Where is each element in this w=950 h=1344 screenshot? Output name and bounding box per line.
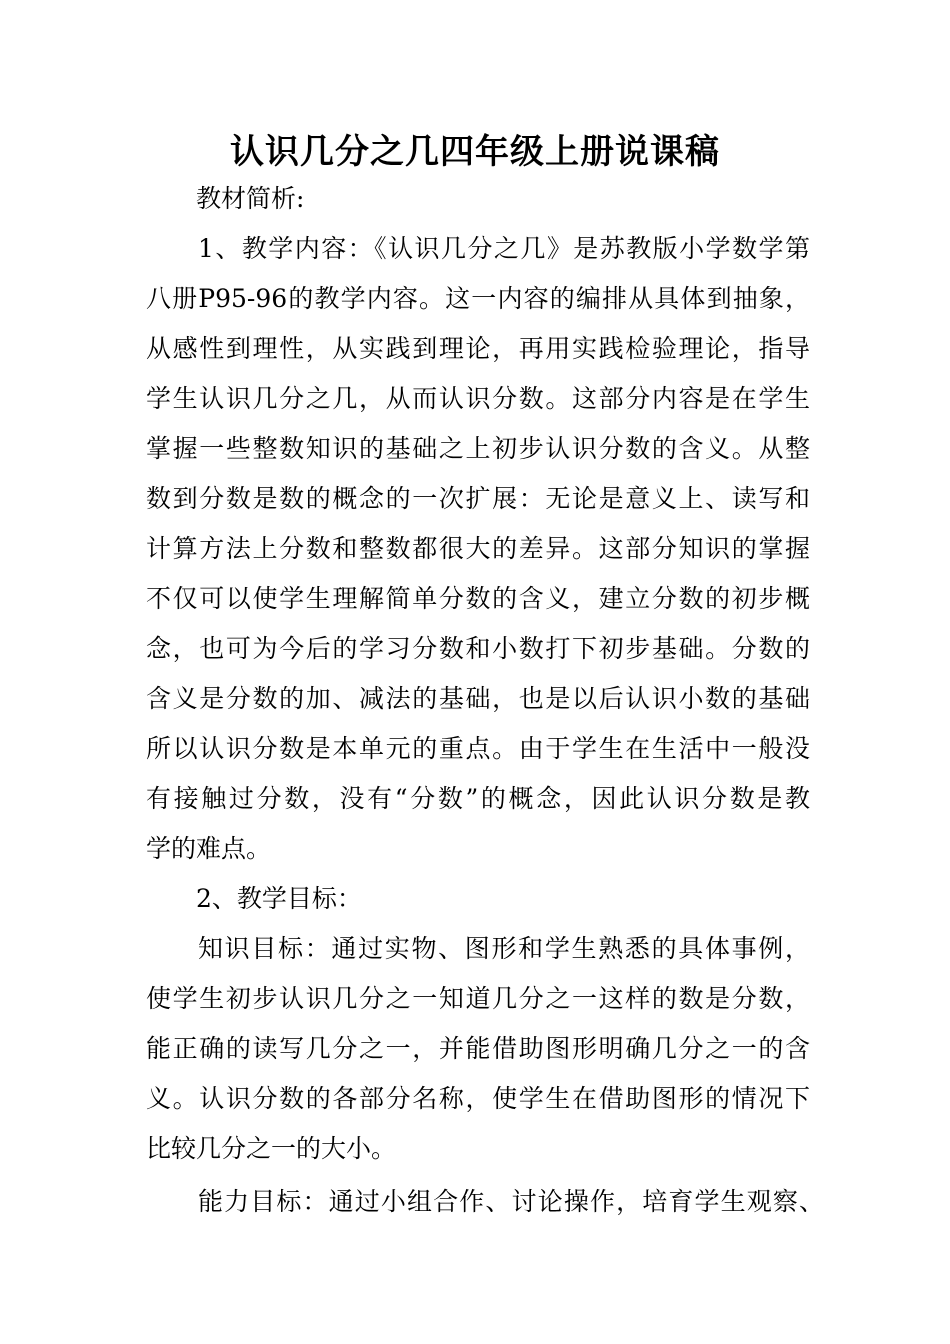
section-heading: 2、教学目标： (196, 884, 362, 913)
paragraph-line: 计算方法上分数和整数都很大的差异。这部分知识的掌握 (146, 534, 810, 563)
paragraph-line: 能正确的读写几分之一，并能借助图形明确几分之一的含 (146, 1034, 810, 1063)
paragraph-line: 学的难点。 (146, 834, 272, 863)
paragraph-line: 数到分数是数的概念的一次扩展：无论是意义上、读写和 (146, 484, 810, 513)
paragraph-line: 不仅可以使学生理解简单分数的含义，建立分数的初步概 (146, 584, 810, 613)
paragraph-line: 能力目标：通过小组合作、讨论操作，培育学生观察、 (198, 1187, 824, 1216)
paragraph-line: 义。认识分数的各部分名称，使学生在借助图形的情况下 (146, 1084, 810, 1113)
paragraph-line: 1、教学内容：《认识几分之几》是苏教版小学数学第 (198, 234, 810, 263)
paragraph-line: 知识目标：通过实物、图形和学生熟悉的具体事例， (198, 934, 810, 963)
paragraph-line: 有接触过分数，没有“分数”的概念，因此认识分数是教 (146, 784, 810, 813)
paragraph-line: 念，也可为今后的学习分数和小数打下初步基础。分数的 (146, 634, 810, 663)
paragraph-line: 掌握一些整数知识的基础之上初步认识分数的含义。从整 (146, 434, 810, 463)
paragraph-line: 使学生初步认识几分之一知道几分之一这样的数是分数， (146, 984, 810, 1013)
paragraph-line: 含义是分数的加、减法的基础，也是以后认识小数的基础 (146, 684, 810, 713)
section-heading: 教材简析: (196, 184, 305, 213)
paragraph-line: 所以认识分数是本单元的重点。由于学生在生活中一般没 (146, 734, 810, 763)
paragraph-line: 比较几分之一的大小。 (146, 1134, 397, 1163)
paragraph-line: 从感性到理性，从实践到理论，再用实践检验理论，指导 (146, 334, 810, 363)
paragraph-line: 学生认识几分之几，从而认识分数。这部分内容是在学生 (146, 384, 810, 413)
paragraph-line: 八册P95-96的教学内容。这一内容的编排从具体到抽象， (146, 284, 810, 313)
document-title: 认识几分之几四年级上册说课稿 (230, 132, 720, 172)
